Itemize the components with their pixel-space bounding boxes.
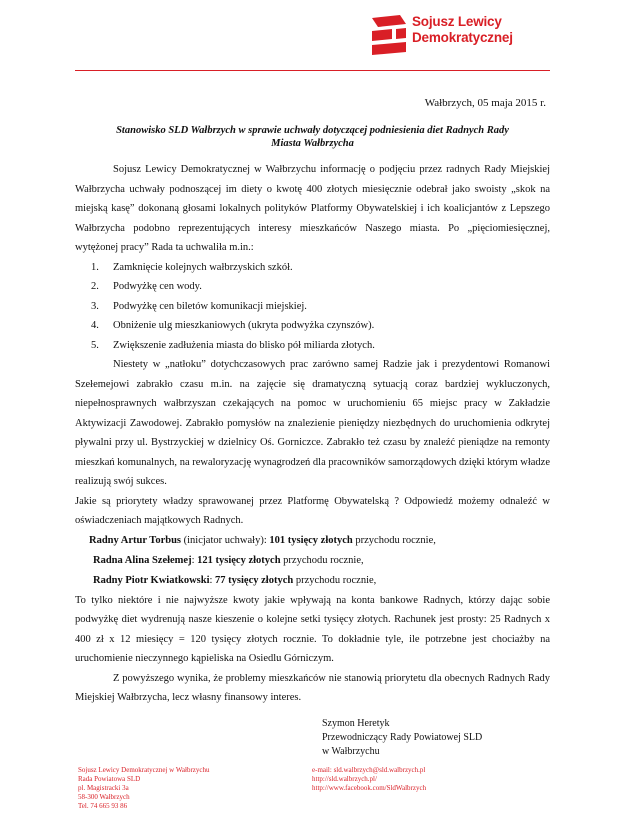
document-date: Wałbrzych, 05 maja 2015 r. <box>424 97 546 109</box>
title-line-2: Miasta Wałbrzycha <box>271 138 354 149</box>
income-line <box>75 571 550 591</box>
list-text: Obniżenie ulg mieszkaniowych (ukryta podwyżka czynszów). <box>113 320 375 331</box>
footer-city: 58-300 Wałbrzych <box>78 793 130 801</box>
income-line <box>75 551 550 571</box>
councillor-name: Radna Alina Szełemej <box>93 554 192 566</box>
signature-role: Przewodniczący Rady Powiatowej SLD <box>322 732 483 743</box>
income-amount: 121 tysięcy złotych <box>197 554 281 566</box>
list-text: Podwyżkę cen biletów komunikacji miejskiej. <box>113 300 307 312</box>
footer-address <box>78 766 210 811</box>
footer-contact <box>312 766 426 793</box>
footer-website-link[interactable]: http://sld.walbrzych.pl/ <box>312 775 377 783</box>
list-number: 3. <box>91 300 99 312</box>
councillor-role: : <box>191 554 198 566</box>
footer-facebook-link[interactable]: http://www.facebook.com/SldWalbrzych <box>312 784 427 792</box>
list-item <box>75 277 550 297</box>
councillor-role: : <box>209 574 216 586</box>
logo-line-1: Sojusz Lewicy <box>412 14 502 29</box>
list-item <box>75 258 550 278</box>
list-number: 4. <box>91 320 99 331</box>
list-text: Zamknięcie kolejnych wałbrzyskich szkół. <box>113 261 293 273</box>
income-suffix: przychodu rocznie, <box>293 574 377 586</box>
footer-email[interactable]: e-mail: sld.walbrzych@sld.walbrzych.pl <box>312 766 426 774</box>
list-text: Zwiększenie zadłużenia miasta do blisko pół miliarda złotych. <box>113 339 375 351</box>
income-amount: 101 tysięcy złotych <box>269 534 353 546</box>
signature-name: Szymon Heretyk <box>322 718 390 729</box>
income-amount: 77 tysięcy złotych <box>215 574 294 586</box>
document-title <box>75 124 550 150</box>
list-item <box>75 297 550 317</box>
list-number: 5. <box>91 339 99 351</box>
footer-street: pl. Magistracki 3a <box>78 784 129 792</box>
footer-council: Rada Powiatowa SLD <box>78 775 141 783</box>
list-text: Podwyżkę cen wody. <box>113 281 202 292</box>
footer-org: Sojusz Lewicy Demokratycznej w Wałbrzychu <box>78 766 210 774</box>
list-item <box>75 316 550 336</box>
paragraph-shortcomings: Niestety w „natłoku” dotychczasowych prac zarówno samej Radzie jak i prezydentowi Romanowi Szełemejowi zabrakło czasu m.in. na zajęcie się dramatyczną sytuacją coraz bardziej wykluczonych, niepełnosprawnych wałbrzyszan czekających na pomoc w uruchomieniu 65 miejsc pracy w Zakładzie Aktywizacji Zawodowej. Zabrakło pomysłów na znalezienie pieniędzy niezbędnych do uruchomienia odkrytej pływalni przy ul. Bystrzyckiej w dzielnicy Oś. Gorniczce. Zabrakło też czasu by znaleźć pieniądze na remonty mieszkań komunalnych, na rewaloryzację wynagrodzeń dla pracowników samorządowych dzięki którym władze realizują swój sukces. <box>75 359 550 487</box>
paragraph-calculation: To tylko niektóre i nie najwyższe kwoty jakie wpływają na konta bankowe Radnych, którzy dając sobie podwyżkę diet wydrenują nasze kieszenie o kolejne setki tysięcy złotych. Rachunek jest prosty: 25 Radnych x 400 zł x 12 miesięcy = 120 tysięcy złotych rocznie. To dokładnie tyle, ile potrzebne jest chociażby na uruchomienie nieczynnego kąpieliska na Osiedlu Górniczym. <box>75 594 550 664</box>
paragraph-priorities: Jakie są priorytety władzy sprawowanej przez Platformę Obywatelską ? Odpowiedź możemy odnaleźć w oświadczeniach majątkowych Radnych. <box>75 495 550 526</box>
list-item <box>75 336 550 356</box>
paragraph-conclusion: Z powyższego wynika, że problemy mieszkańców nie stanowią priorytetu dla obecnych Radnych Rady Miejskiej Wałbrzycha, lecz własny finansowy interes. <box>75 672 550 703</box>
income-line <box>75 531 550 551</box>
councillor-name: Radny Piotr Kwiatkowski <box>93 574 210 586</box>
resolutions-list <box>75 258 550 356</box>
income-suffix: przychodu rocznie, <box>280 554 364 566</box>
list-number: 1. <box>91 261 99 273</box>
list-number: 2. <box>91 281 99 292</box>
sld-flag-icon <box>370 12 410 56</box>
sld-logo <box>370 12 570 64</box>
signature-block <box>322 717 482 759</box>
councillor-role: (inicjator uchwały): <box>181 534 270 546</box>
signature-place: w Wałbrzychu <box>322 746 380 757</box>
footer-phone: Tel. 74 665 93 86 <box>78 802 128 810</box>
income-suffix: przychodu rocznie, <box>352 534 436 546</box>
logo-line-2: Demokratycznej <box>412 30 513 45</box>
document-body <box>75 160 550 708</box>
header-divider <box>75 70 550 71</box>
paragraph-intro: Sojusz Lewicy Demokratycznej w Wałbrzychu informację o podjęciu przez radnych Rady Miejskiej Wałbrzycha uchwały podnoszącej im diety o kwotę 400 złotych miesięcznie odebrał jako swoisty „skok na miejską kasę” dokonaną głosami lokalnych polityków Platformy Obywatelskiej i ich koalicjantów z Lepszego Wałbrzycha podobno reprezentujących interesy mieszkańców Naszego miasta. Po „pięciomiesięcznej, wytężonej pracy” Rada ta uchwaliła m.in.: <box>75 164 550 253</box>
title-line-1: Stanowisko SLD Wałbrzych w sprawie uchwały dotyczącej podniesienia diet Radnych Rady <box>116 125 509 136</box>
councillor-name: Radny Artur Torbus <box>89 534 182 546</box>
